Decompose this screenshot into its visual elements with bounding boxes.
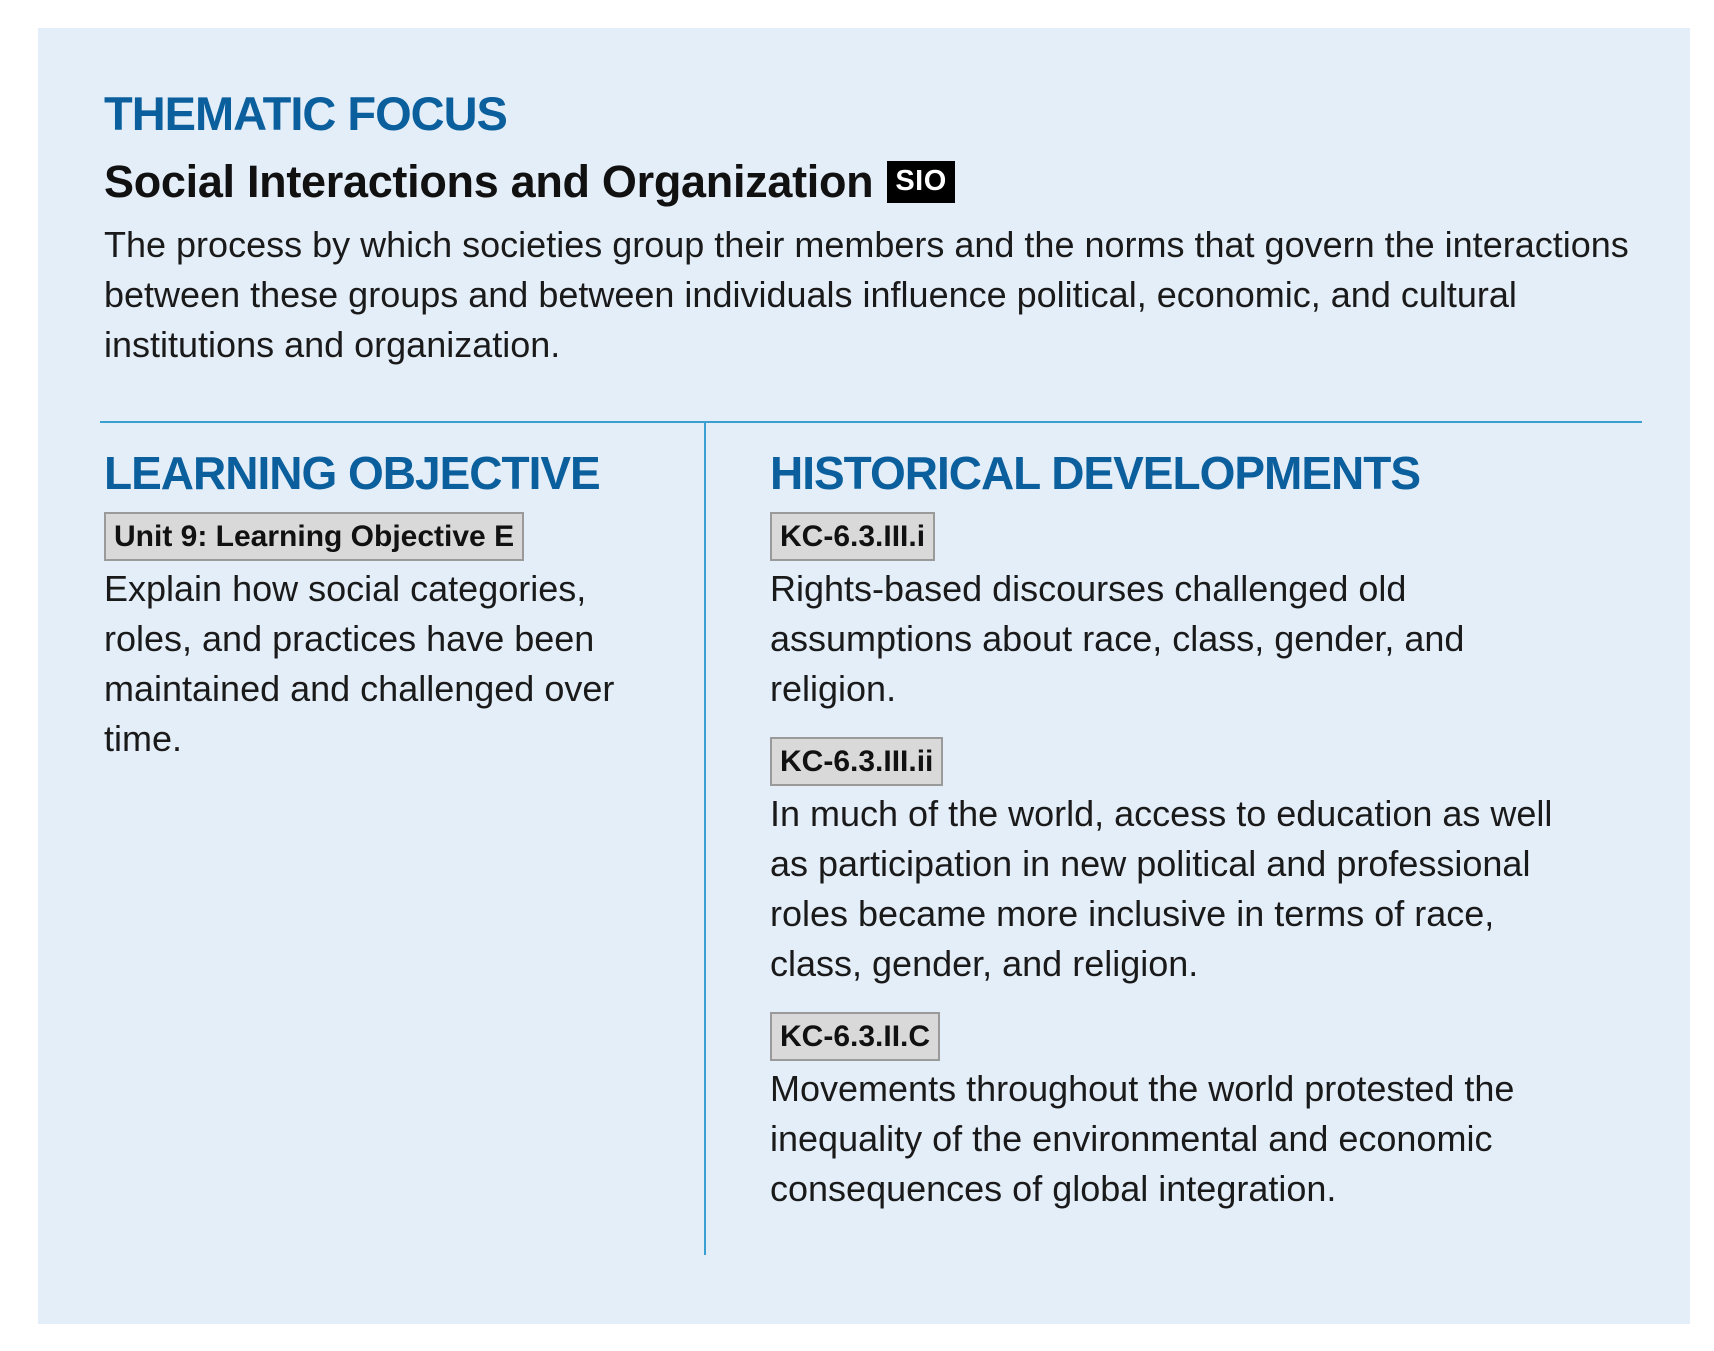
learning-objective-text: Explain how social categories, roles, and practices have been maintained and challenged over time. [104, 568, 615, 759]
kc-text: Movements throughout the world protested the inequality of the environmental and economic consequences of global integration. [770, 1068, 1515, 1209]
theme-title-row [104, 156, 955, 207]
kc-tag: KC-6.3.III.i [770, 512, 935, 561]
historical-developments-heading: HISTORICAL DEVELOPMENTS [770, 447, 1421, 499]
kc-text: In much of the world, access to education as well as participation in new political and professional roles became more inclusive in terms of race, class, gender, and religion. [770, 793, 1553, 984]
horizontal-divider [100, 421, 1642, 423]
kc-tag: KC-6.3.II.C [770, 1012, 940, 1061]
theme-badge: SIO [887, 161, 954, 203]
vertical-divider [704, 422, 706, 1255]
theme-description: The process by which societies group their members and the norms that govern the interactions between these groups and between individuals influence political, economic, and cultural institutions and organization. [104, 224, 1629, 365]
learning-objective-heading: LEARNING OBJECTIVE [104, 447, 600, 499]
thematic-focus-heading: THEMATIC FOCUS [104, 87, 507, 140]
thematic-focus-panel [38, 28, 1690, 1324]
kc-text: Rights-based discourses challenged old assumptions about race, class, gender, and religion. [770, 568, 1465, 709]
theme-title: Social Interactions and Organization [104, 156, 874, 207]
kc-tag: KC-6.3.III.ii [770, 737, 943, 786]
learning-objective-tag: Unit 9: Learning Objective E [104, 512, 524, 561]
